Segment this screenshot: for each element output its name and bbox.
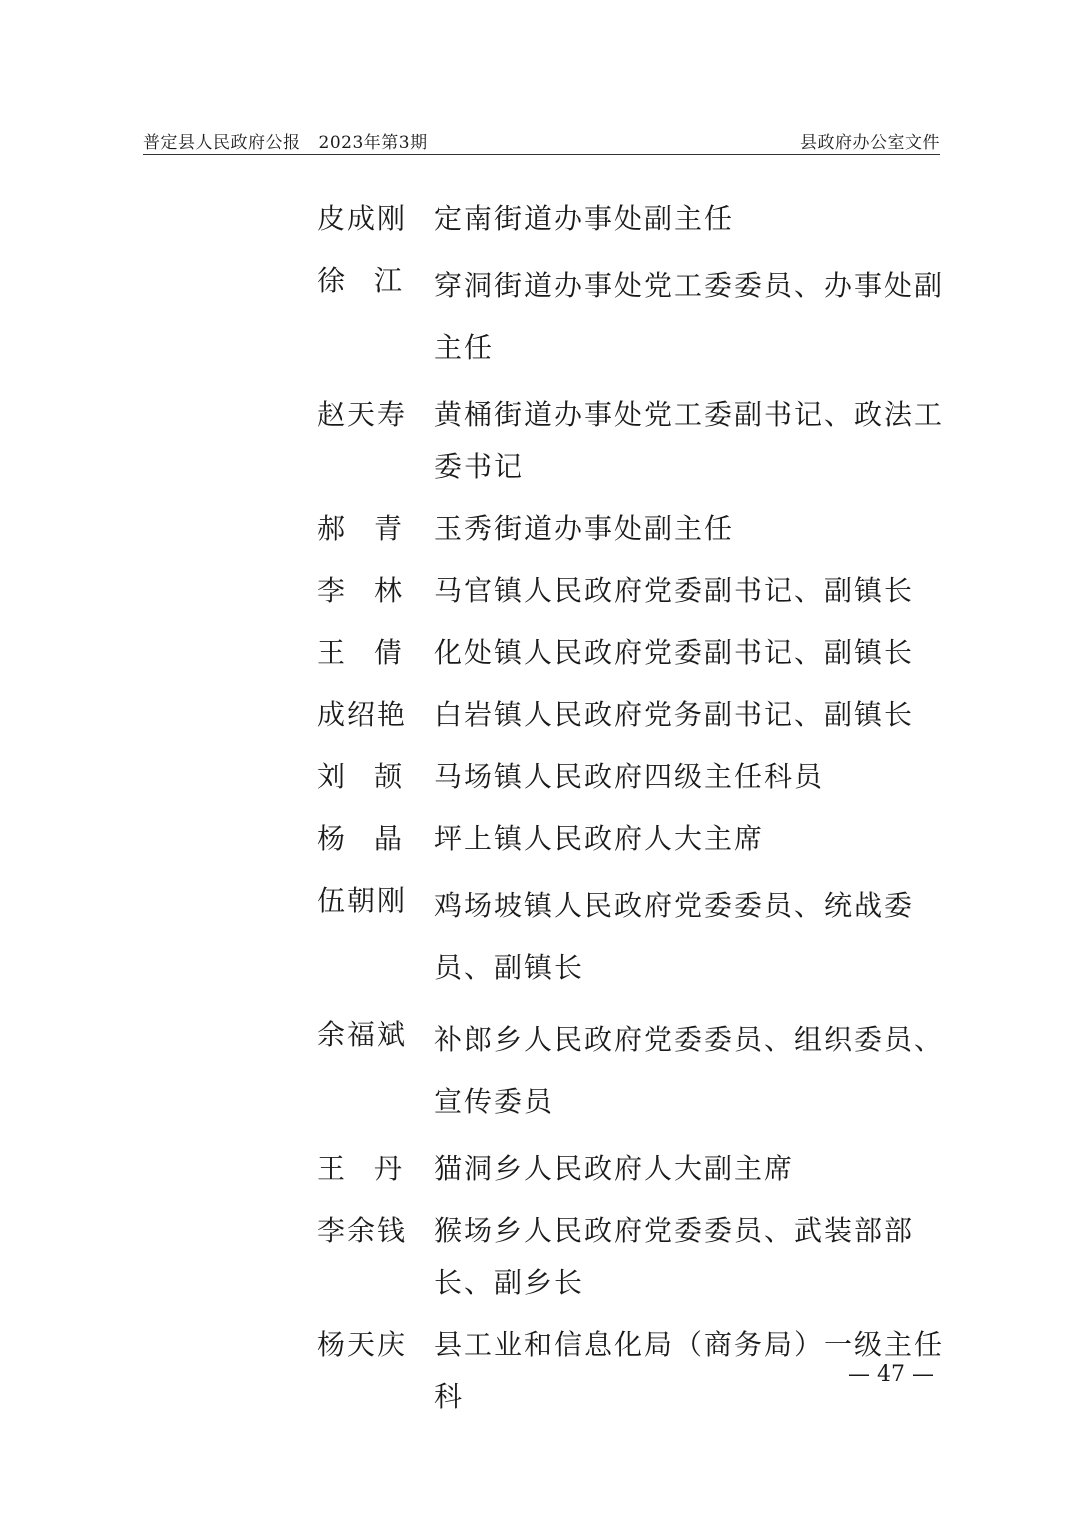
person-name: 皮成刚 (317, 202, 408, 235)
name-char: 李 (317, 574, 346, 607)
name-char: 江 (373, 264, 402, 297)
person-title: 马场镇人民政府四级主任科员 (434, 760, 825, 793)
publication-title: 普定县人民政府公报 (143, 133, 301, 153)
name-char: 刘 (317, 760, 346, 793)
person-title: 坪上镇人民政府人大主席 (434, 822, 765, 855)
page-number: — 47 — (848, 1362, 934, 1387)
list-item (317, 565, 947, 617)
person-name (317, 503, 402, 555)
person-title: 县工业和信息化局（商务局）一级主任科 (434, 1328, 945, 1413)
issue-label: 2023年第3期 (318, 133, 428, 153)
page-header (143, 126, 940, 155)
person-title: 化处镇人民政府党委副书记、副镇长 (434, 636, 915, 669)
person-name (317, 813, 402, 865)
person-name: 赵天寿 (317, 398, 408, 431)
list-item (317, 503, 947, 555)
list-item (317, 1143, 947, 1195)
name-char: 杨 (317, 822, 346, 855)
person-name (317, 751, 402, 803)
person-title: 鸡场坡镇人民政府党委委员、统战委员、副镇长 (434, 889, 915, 984)
person-name (317, 1143, 402, 1195)
list-item (317, 193, 947, 245)
person-title: 黄桶街道办事处党工委副书记、政法工委书记 (434, 398, 945, 483)
person-name: 杨天庆 (317, 1328, 408, 1361)
person-title: 补郎乡人民政府党委委员、组织委员、宣传委员 (434, 1023, 945, 1118)
list-item (317, 255, 947, 379)
person-title: 穿洞街道办事处党工委委员、办事处副主任 (434, 269, 945, 364)
name-char: 郝 (317, 512, 346, 545)
person-name (317, 565, 402, 617)
name-char: 林 (373, 574, 402, 607)
person-title: 马官镇人民政府党委副书记、副镇长 (434, 574, 915, 607)
person-title: 玉秀街道办事处副主任 (434, 512, 735, 545)
list-item (317, 751, 947, 803)
name-char: 倩 (373, 636, 402, 669)
name-char: 王 (317, 1152, 346, 1185)
person-title: 定南街道办事处副主任 (434, 202, 735, 235)
list-item (317, 689, 947, 741)
person-title: 白岩镇人民政府党务副书记、副镇长 (434, 698, 915, 731)
person-name (317, 255, 402, 379)
appointment-list (317, 193, 947, 1423)
name-char: 晶 (373, 822, 402, 855)
list-item (317, 627, 947, 679)
list-item (317, 1205, 947, 1309)
person-name: 成绍艳 (317, 698, 408, 731)
name-char: 丹 (373, 1152, 402, 1185)
name-char: 颉 (373, 760, 402, 793)
person-name: 伍朝刚 (317, 884, 408, 917)
section-label: 县政府办公室文件 (800, 133, 940, 153)
list-item (317, 389, 947, 493)
person-name (317, 627, 402, 679)
list-item (317, 875, 947, 999)
name-char: 王 (317, 636, 346, 669)
person-name: 李余钱 (317, 1214, 408, 1247)
person-title: 猴场乡人民政府党委委员、武装部部长、副乡长 (434, 1214, 915, 1299)
header-publication (143, 128, 428, 153)
person-title: 猫洞乡人民政府人大副主席 (434, 1152, 795, 1185)
person-name: 余福斌 (317, 1018, 408, 1051)
name-char: 徐 (317, 264, 346, 297)
list-item (317, 813, 947, 865)
list-item (317, 1009, 947, 1133)
name-char: 青 (373, 512, 402, 545)
